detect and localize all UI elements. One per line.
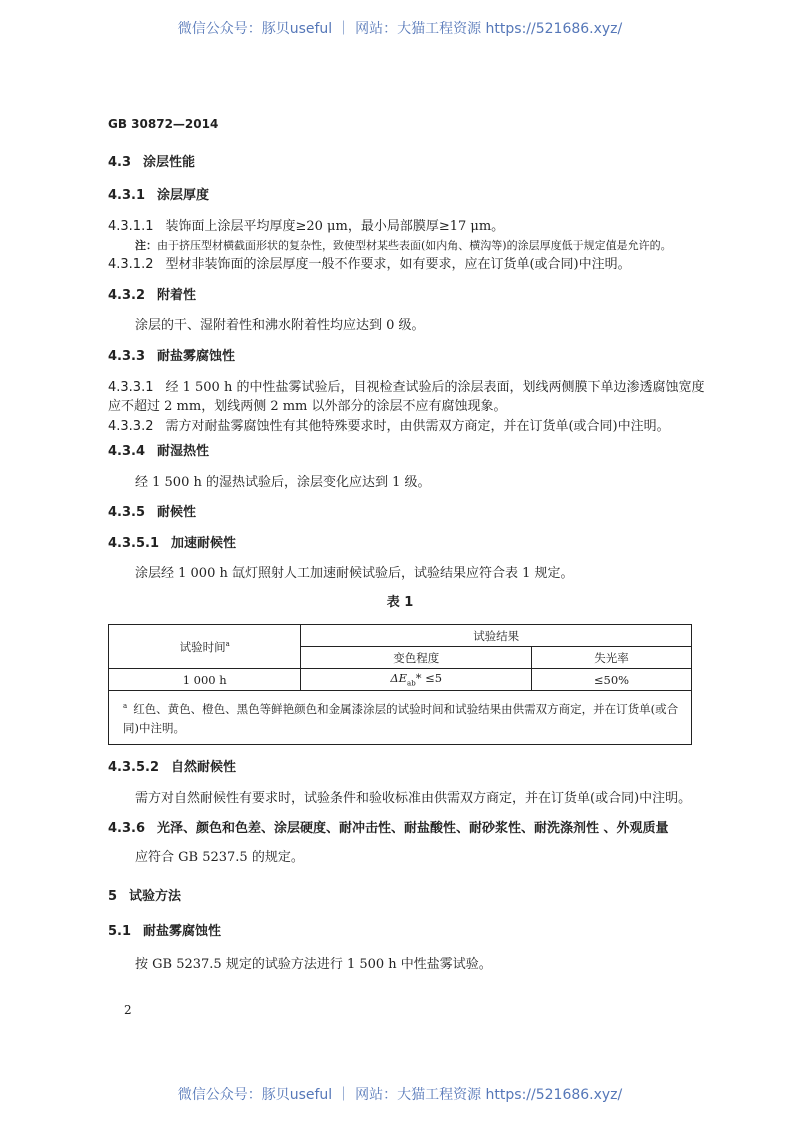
text-4-3-5-2: 需方对自然耐候性有要求时，试验条件和验收标准由供需双方商定，并在订货单(或合同)中注明。 bbox=[135, 791, 692, 806]
cell-time: 1 000 h bbox=[109, 669, 301, 691]
page-number: 2 bbox=[124, 1003, 132, 1017]
heading-4-3-3: 4.3.3 耐盐雾腐蚀性 bbox=[108, 349, 236, 364]
heading-4-3-5-2: 4.3.5.2 自然耐候性 bbox=[108, 760, 237, 775]
heading-4-3-2: 4.3.2 附着性 bbox=[108, 288, 197, 303]
heading-4-3-4: 4.3.4 耐湿热性 bbox=[108, 444, 210, 459]
heading-5: 5 试验方法 bbox=[108, 889, 182, 904]
heading-5-1: 5.1 耐盐雾腐蚀性 bbox=[108, 924, 222, 939]
heading-4-3-1: 4.3.1 涂层厚度 bbox=[108, 188, 210, 203]
clause-4-3-1-1: 4.3.1.1 装饰面上涂层平均厚度≥20 μm，最小局部膜厚≥17 μm。 bbox=[108, 219, 505, 234]
clause-4-3-3-1-cont: 应不超过 2 mm，划线两侧 2 mm 以外部分的涂层不应有腐蚀现象。 bbox=[108, 399, 507, 414]
text-4-3-5-1: 涂层经 1 000 h 氙灯照射人工加速耐候试验后，试验结果应符合表 1 规定。 bbox=[135, 566, 574, 581]
clause-4-3-1-2: 4.3.1.2 型材非装饰面的涂层厚度一般不作要求，如有要求，应在订货单(或合同)中注明。 bbox=[108, 257, 631, 272]
heading-4-3-5: 4.3.5 耐候性 bbox=[108, 505, 197, 520]
heading-4-3: 4.3 涂层性能 bbox=[108, 155, 196, 170]
heading-4-3-5-1: 4.3.5.1 加速耐候性 bbox=[108, 536, 237, 551]
clause-4-3-3-1: 4.3.3.1 经 1 500 h 的中性盐雾试验后，目视检查试验后的涂层表面，划线两侧膜下单边渗透腐蚀宽度 bbox=[108, 380, 705, 395]
header-color-change: 变色程度 bbox=[301, 647, 532, 669]
watermark-top: 微信公众号：豚贝useful ｜ 网站：大猫工程资源 https://521686.xyz/ bbox=[177, 21, 623, 37]
heading-4-3-6: 4.3.6 光泽、颜色和色差、涂层硬度、耐冲击性、耐盐酸性、耐砂浆性、耐洗涤剂性 、外观质量 bbox=[108, 821, 669, 836]
text-4-3-4: 经 1 500 h 的湿热试验后，涂层变化应达到 1 级。 bbox=[135, 475, 431, 490]
header-test-results: 试验结果 bbox=[301, 625, 692, 647]
cell-gloss-loss: ≤50% bbox=[532, 669, 692, 691]
note: 注：由于挤压型材横截面形状的复杂性，致使型材某些表面(如内角、横沟等)的涂层厚度低于规定值是允许的。 bbox=[135, 239, 672, 252]
text-5-1: 按 GB 5237.5 规定的试验方法进行 1 500 h 中性盐雾试验。 bbox=[135, 957, 492, 972]
table-footnote: $^a$ 红色、黄色、橙色、黑色等鲜艳颜色和金属漆涂层的试验时间和试验结果由供需双方商定，并在订货单(或合同)中注明。 bbox=[109, 691, 692, 745]
text-4-3-6: 应符合 GB 5237.5 的规定。 bbox=[135, 850, 304, 865]
watermark-bottom: 微信公众号：豚贝useful ｜ 网站：大猫工程资源 https://521686.xyz/ bbox=[177, 1087, 623, 1103]
text-4-3-2: 涂层的干、湿附着性和沸水附着性均应达到 0 级。 bbox=[135, 318, 425, 333]
cell-color-change: $\Delta E_{ab}* \le 5$ bbox=[301, 669, 532, 691]
standard-code: GB 30872—2014 bbox=[108, 117, 219, 131]
clause-4-3-3-2: 4.3.3.2 需方对耐盐雾腐蚀性有其他特殊要求时，由供需双方商定，并在订货单(或合同)中注明。 bbox=[108, 419, 670, 434]
header-gloss-loss: 失光率 bbox=[532, 647, 692, 669]
results-table bbox=[108, 624, 692, 745]
header-test-time: 试验时间$^a$ bbox=[109, 625, 301, 669]
table-caption: 表 1 bbox=[386, 595, 414, 610]
